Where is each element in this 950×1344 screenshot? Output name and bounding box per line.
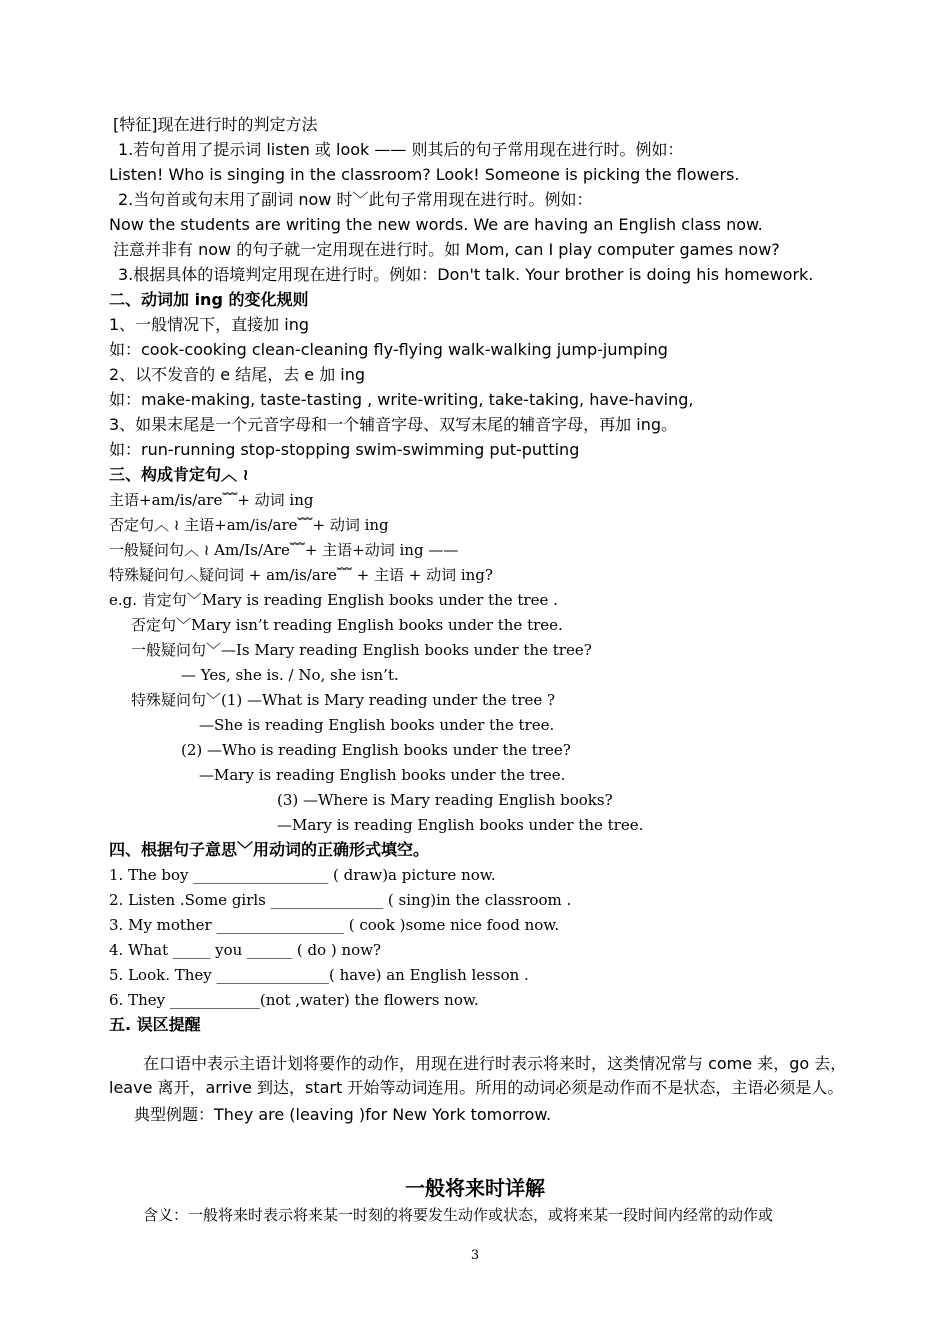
text-line: 注意并非有 now 的句子就一定用现在进行时。如 Mom, can I play computer games now?: [113, 240, 780, 259]
text-line: 3. My mother _________________ ( cook )some nice food now.: [109, 916, 560, 934]
section-heading: 二、动词加 ing 的变化规则: [109, 290, 309, 309]
text-line: 1.若句首用了提示词 listen 或 look —— 则其后的句子常用现在进行时。例如：: [118, 140, 684, 159]
text-line: 一般疑问句﹀—Is Mary reading English books under the tree?: [131, 641, 592, 659]
text-line: 如：make-making, taste-tasting , write-writing, take-taking, have-having,: [109, 390, 694, 409]
page-number: 3: [470, 1248, 480, 1263]
text-line: 特殊疑问句︿疑问词 + am/is/are﹌ + 主语 + 动词 ing?: [109, 566, 493, 584]
section-heading: 四、根据句子意思﹀用动词的正确形式填空。: [109, 840, 430, 859]
text-line: 含义：一般将来时表示将来某一时刻的将要发生动作或状态，或将来某一段时间内经常的动作或: [143, 1206, 774, 1224]
section-title: 一般将来时详解: [405, 1176, 545, 1200]
text-line: 否定句﹀Mary isn’t reading English books under the tree.: [131, 616, 563, 634]
text-line: 特殊疑问句﹀(1) —What is Mary reading under the tree ?: [131, 691, 556, 709]
text-line: —She is reading English books under the tree.: [199, 716, 555, 734]
text-line: 1. The boy __________________ ( draw)a picture now.: [109, 866, 496, 884]
text-line: (2) —Who is reading English books under the tree?: [181, 741, 571, 759]
text-line: 1、一般情况下，直接加 ing: [109, 315, 310, 334]
text-line: — Yes, she is. / No, she isn’t.: [181, 666, 399, 684]
text-line: —Mary is reading English books under the tree.: [277, 816, 644, 834]
text-line: 5. Look. They _______________( have) an English lesson .: [109, 966, 529, 984]
text-line: 2.当句首或句末用了副词 now 时﹀此句子常用现在进行时。例如：: [118, 190, 593, 209]
text-line: 2. Listen .Some girls _______________ ( sing)in the classroom .: [109, 891, 572, 909]
text-line: 4. What _____ you ______ ( do ) now?: [109, 941, 382, 959]
text-line: 否定句︿ ≀ 主语+am/is/are﹌+ 动词 ing: [109, 516, 389, 534]
text-line: 3、如果末尾是一个元音字母和一个辅音字母、双写末尾的辅音字母，再加 ing。: [109, 415, 678, 434]
tip-paragraph: 在口语中表示主语计划将要作的动作，用现在进行时表示将来时，这类情况常与 come 来，go 去，leave 离开，arrive 到达，start 开始等动词连用。所用的动词必须是动作而不是状态，主语必须是人。: [109, 1054, 847, 1097]
text-line: Now the students are writing the new words. We are having an English class now.: [109, 215, 763, 234]
section-heading: 三、构成肯定句︿ ≀: [109, 465, 249, 484]
text-line: 3.根据具体的语境判定用现在进行时。例如：Don't talk. Your brother is doing his homework.: [118, 265, 814, 284]
text-line: [特征]现在进行时的判定方法: [113, 115, 318, 134]
text-line: 如：cook-cooking clean-cleaning fly-flying walk-walking jump-jumping: [109, 340, 668, 359]
text-line: (3) —Where is Mary reading English books?: [277, 791, 613, 809]
section-heading: 五. 误区提醒: [109, 1015, 201, 1034]
text-line: 6. They ____________(not ,water) the flowers now.: [109, 991, 479, 1009]
text-line: 主语+am/is/are﹌+ 动词 ing: [109, 491, 314, 509]
text-line: 典型例题：They are (leaving )for New York tomorrow.: [134, 1105, 552, 1124]
text-line: 一般疑问句︿ ≀ Am/Is/Are﹌+ 主语+动词 ing ——: [109, 541, 459, 559]
text-line: —Mary is reading English books under the tree.: [199, 766, 566, 784]
text-line: 如：run-running stop-stopping swim-swimming put-putting: [109, 440, 580, 459]
text-line: 2、以不发音的 e 结尾，去 e 加 ing: [109, 365, 366, 384]
text-line: e.g. 肯定句﹀Mary is reading English books under the tree .: [109, 591, 558, 609]
text-line: Listen! Who is singing in the classroom? Look! Someone is picking the flowers.: [109, 165, 740, 184]
